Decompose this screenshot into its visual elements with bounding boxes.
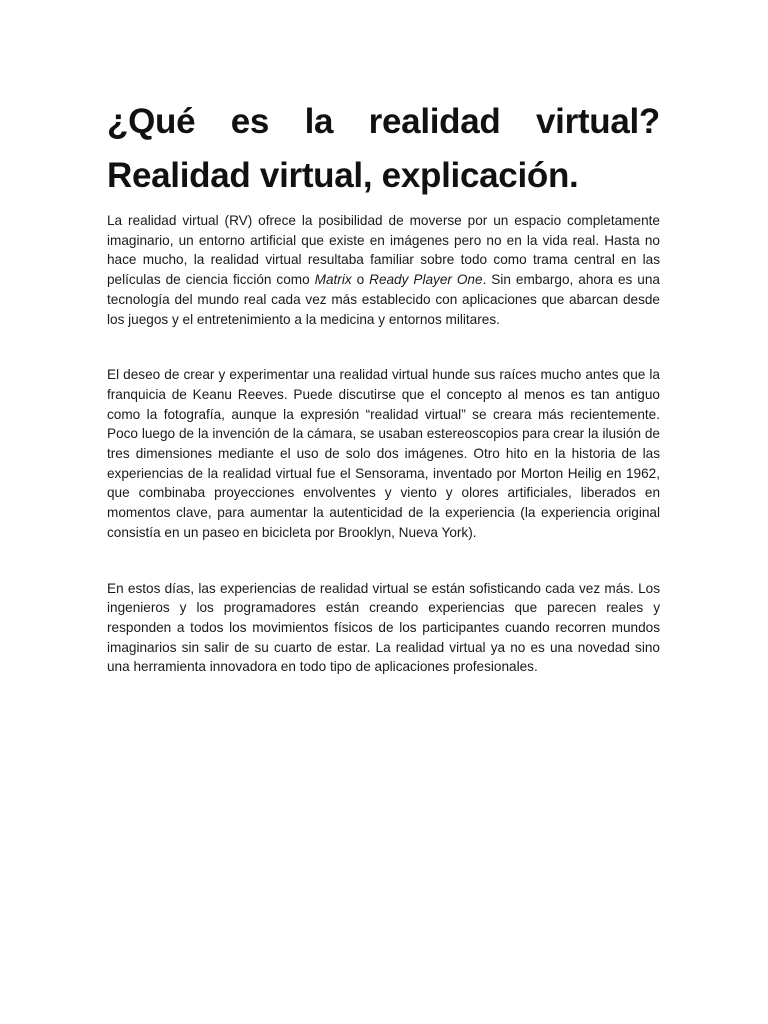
film-title-ready-player-one: Ready Player One bbox=[369, 272, 483, 288]
paragraph-present: En estos días, las experiencias de realidad virtual se están sofisticando cada vez más. Los ingenieros y los programadores están creando experiencias que parecen reales y responden a todos los movimientos físicos de los participantes cuando recorren mundos imaginarios sin salir de su cuarto de estar. La realidad virtual ya no es una novedad sino una herramienta innovadora en todo tipo de aplicaciones profesionales. bbox=[107, 580, 660, 675]
paragraph-intro-continuation: . Sin embargo, ahora es una tecnología del mundo real cada vez más establecido con aplicaciones que abarcan desde los juegos y el entretenimiento a la medicina y entornos militares. bbox=[107, 272, 660, 327]
document-title: ¿Qué es la realidad virtual? Realidad virtual, explicación. bbox=[107, 102, 660, 195]
paragraph-history: El deseo de crear y experimentar una realidad virtual hunde sus raíces mucho antes que la franquicia de Keanu Reeves. Puede discutirse que el concepto al menos es tan antiguo como la fotografía, aunque la expresión “realidad virtual” se creara más recientemente. Poco luego de la invención de la cámara, se usaban estereoscopios para crear la ilusión de tres dimensiones mediante el uso de solo dos imágenes. Otro hito en la historia de las experiencias de la realidad virtual fue el Sensorama, inventado por Morton Heilig en 1962, que combinaba proyecciones envolventes y viento y olores artificiales, liberados en momentos clave, para aumentar la autenticidad de la experiencia (la experiencia original consistía en un paseo en bicicleta por Brooklyn, Nueva York). bbox=[107, 367, 660, 540]
document-page bbox=[107, 95, 660, 677]
paragraph-intro-connector: o bbox=[351, 272, 370, 288]
paragraph-intro bbox=[107, 211, 660, 329]
paragraph-intro-text: La realidad virtual (RV) ofrece la posibilidad de moverse por un espacio completamente imaginario, un entorno artificial que existe en imágenes pero no en la vida real. Hasta no hace mucho, la realidad virtual resultaba familiar sobre todo como trama central en las películas de ciencia ficción como bbox=[107, 213, 660, 288]
film-title-matrix: Matrix bbox=[314, 272, 352, 288]
